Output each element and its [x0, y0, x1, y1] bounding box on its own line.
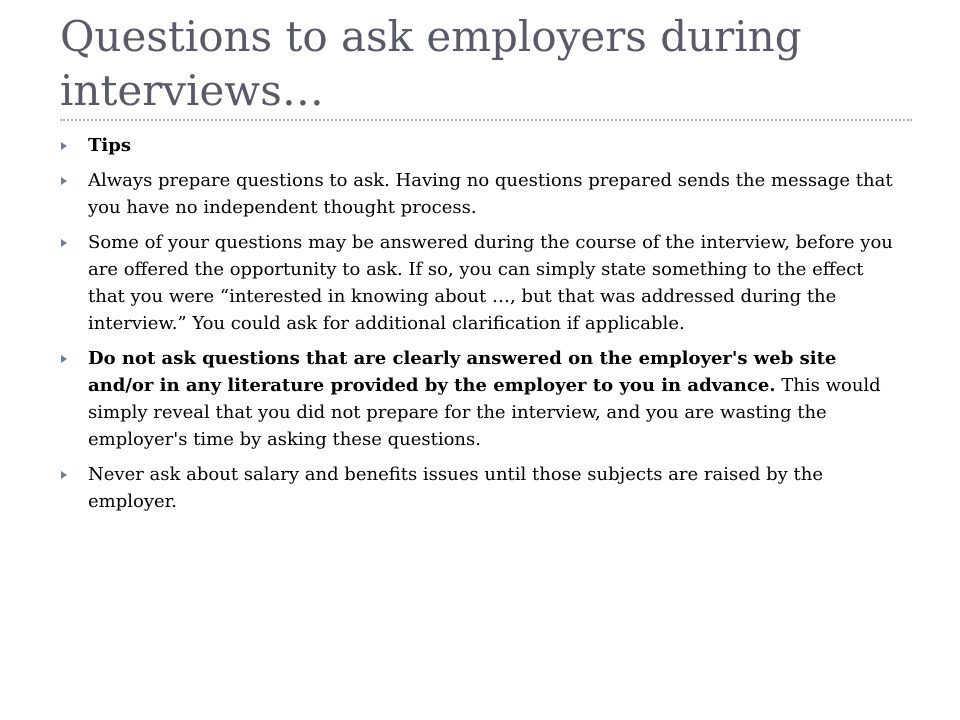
- slide-title: Questions to ask employers during interviews…: [60, 12, 802, 115]
- bullet-item: [60, 461, 905, 515]
- triangle-right-icon: [61, 142, 67, 150]
- bullet-text: This would simply reveal that you did not prepare for the interview, and you are wasting the employer's time by asking these questions.: [88, 375, 881, 450]
- bullet-bold-text: Tips: [88, 135, 131, 156]
- triangle-right-icon: [61, 239, 67, 247]
- bullet-text: Always prepare questions to ask. Having no questions prepared sends the message that you have no independent thought process.: [88, 170, 893, 218]
- bullet-text: Some of your questions may be answered during the course of the interview, before you are offered the opportunity to ask. If so, you can simply state something to the effect that you were “interested in knowing about …, but that was addressed during the interview.” You could ask for additional clarification if applicable.: [88, 232, 893, 334]
- bullet-bold-text: Do not ask questions that are clearly answered on the employer's web site and/or in any literature provided by the employer to you in advance.: [88, 348, 837, 396]
- triangle-right-icon: [61, 471, 67, 479]
- bullet-item: [60, 132, 905, 159]
- title-divider: [60, 119, 912, 121]
- bullet-list: [60, 132, 905, 523]
- bullet-text: Never ask about salary and benefits issues until those subjects are raised by the employer.: [88, 464, 823, 512]
- bullet-item: [60, 229, 905, 337]
- triangle-right-icon: [61, 355, 67, 363]
- bullet-item: [60, 167, 905, 221]
- bullet-item: [60, 345, 905, 453]
- triangle-right-icon: [61, 177, 67, 185]
